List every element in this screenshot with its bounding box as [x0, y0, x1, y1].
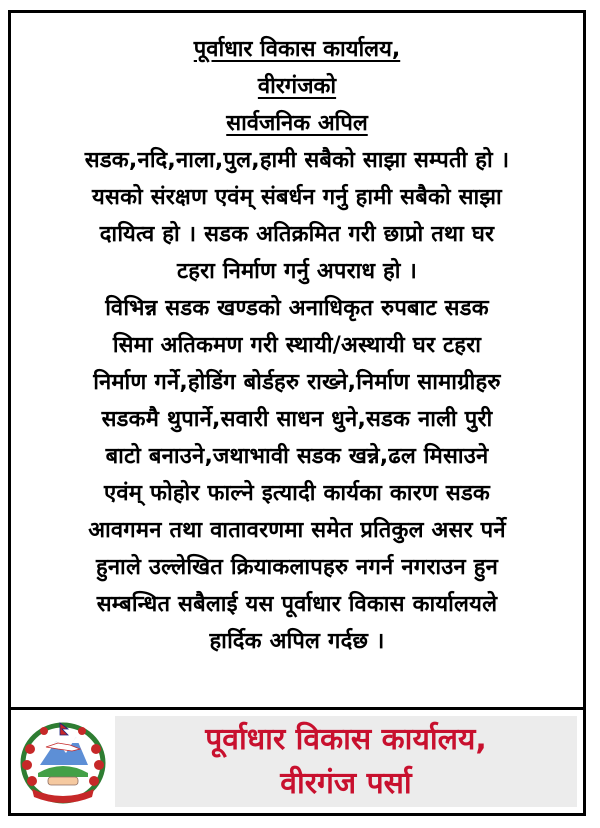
body-line: बाटो बनाउने,जथाभावी सडक खन्ने,ढल मिसाउने [105, 444, 489, 469]
emblem-wrapper [11, 710, 115, 813]
body-line: यसको संरक्षण एवंम् संबर्धन गर्नु हामी सबैको साझा [92, 185, 502, 210]
header-line-office: पूर्वाधार विकास कार्यालय, [193, 37, 401, 62]
body-line: एवंम् फोहोर फाल्ने इत्यादी कार्यका कारण सडक [103, 481, 491, 506]
body-line: आवगमन तथा वातावरणमा समेत प्रतिकुल असर पर्ने [88, 518, 506, 543]
notice-body [25, 142, 569, 660]
notice-frame [8, 10, 586, 816]
notice-header [11, 31, 583, 142]
body-line: टहरा निर्माण गर्नु अपराध हो । [176, 259, 418, 284]
body-line: विभिन्न सडक खण्डको अनाधिकृत रुपबाट सडक [105, 296, 489, 321]
header-line-city: वीरगंजको [257, 74, 337, 99]
footer-title-line-2: वीरगंज पर्सा [280, 765, 412, 801]
body-line: सिमा अतिकमण गरी स्थायी/अस्थायी घर टहरा [112, 333, 482, 358]
body-line: दायित्व हो । सडक अतिक्रमित गरी छाप्रो तथा घर [99, 222, 495, 247]
body-line: सडकमै थुपार्ने,सवारी साधन धुने,सडक नाली पुरी [101, 407, 493, 432]
body-line: हुनाले उल्लेखित क्रियाकलापहरु नगर्न नगराउन हुन [95, 555, 499, 580]
footer-title-line-1: पूर्वाधार विकास कार्यालय, [205, 721, 487, 757]
header-line-appeal: सार्वजनिक अपिल [226, 111, 368, 136]
body-line: सडक,नदि,नाला,पुल,हामी सबैको साझा सम्पती हो । [84, 148, 510, 173]
footer-office-title [115, 716, 577, 807]
nepal-emblem-icon [18, 719, 108, 805]
body-line: हार्दिक अपिल गर्दछ । [209, 629, 385, 654]
body-line: सम्बन्धित सबैलाई यस पूर्वाधार विकास कार्यालयले [96, 592, 498, 617]
body-line: निर्माण गर्ने,होडिंग बोर्डहरु राख्ने,निर्माण सामाग्रीहरु [93, 370, 501, 395]
notice-footer [11, 707, 583, 813]
